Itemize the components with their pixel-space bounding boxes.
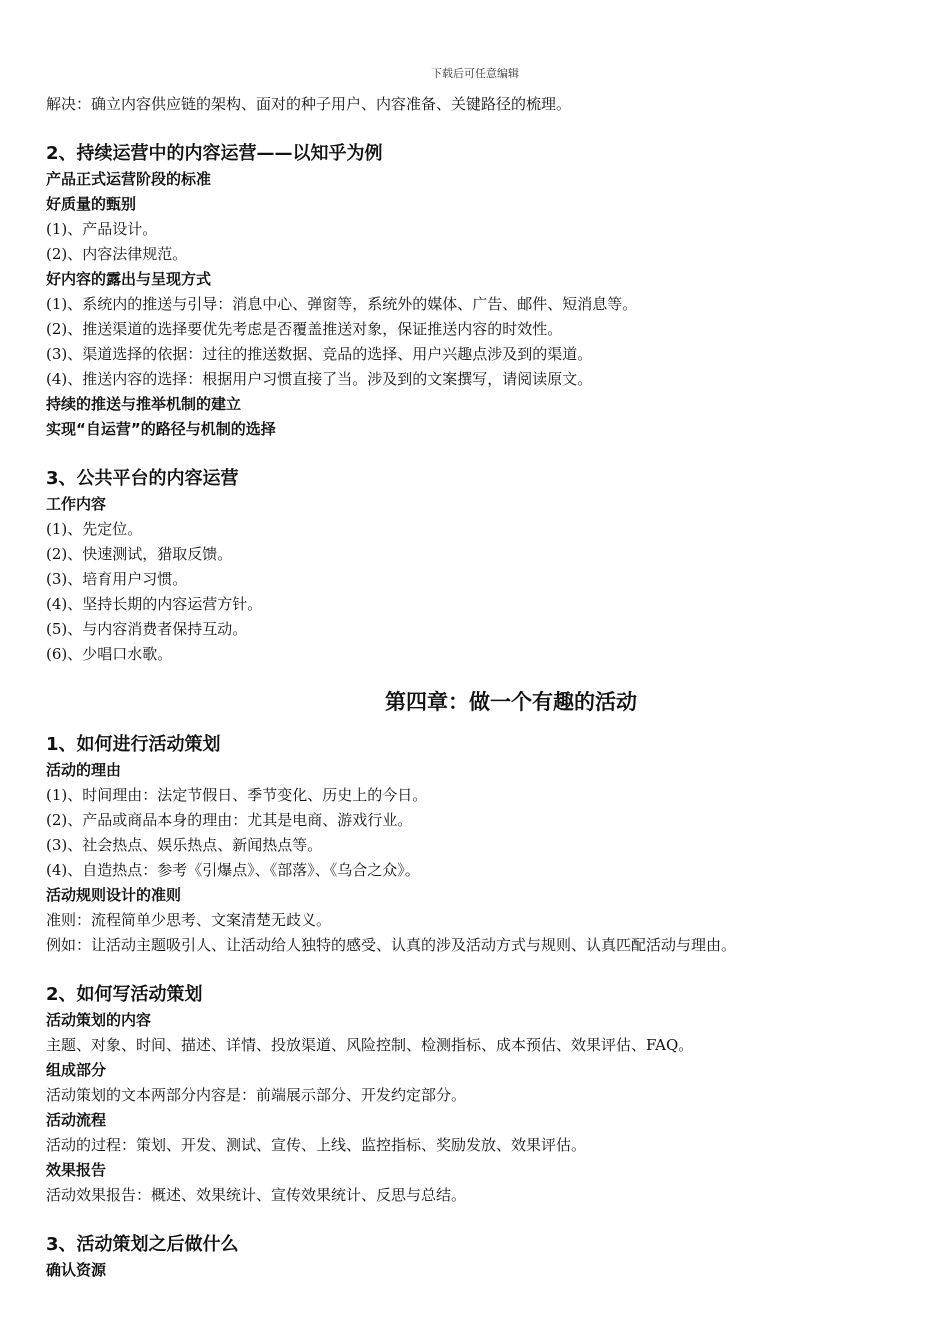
list-item: (1)、先定位。: [46, 520, 143, 538]
subheading: 活动规则设计的准则: [46, 886, 182, 904]
list-item: (3)、社会热点、娱乐热点、新闻热点等。: [46, 836, 323, 854]
list-item: (1)、系统内的推送与引导：消息中心、弹窗等，系统外的媒体、广告、邮件、短消息等。: [46, 295, 638, 313]
subheading: 活动流程: [46, 1111, 107, 1129]
section-heading: 2、持续运营中的内容运营——以知乎为例: [46, 143, 383, 164]
section-heading: 1、如何进行活动策划: [46, 734, 221, 755]
subheading: 效果报告: [46, 1161, 107, 1179]
header-note: 下载后可任意编辑: [431, 67, 519, 80]
paragraph-line: 活动策划的文本两部分内容是：前端展示部分、开发约定部分。: [46, 1086, 467, 1104]
list-item: (4)、推送内容的选择：根据用户习惯直接了当。涉及到的文案撰写，请阅读原文。: [46, 370, 593, 388]
subheading: 好内容的露出与呈现方式: [46, 270, 212, 288]
paragraph-line: 活动效果报告：概述、效果统计、宣传效果统计、反思与总结。: [46, 1186, 467, 1204]
section-heading: 2、如何写活动策划: [46, 984, 203, 1005]
subheading: 持续的推送与推举机制的建立: [46, 395, 242, 413]
list-item: (2)、内容法律规范。: [46, 245, 188, 263]
chapter-title: 第四章：做一个有趣的活动: [385, 690, 637, 714]
paragraph-line: 例如：让活动主题吸引人、让活动给人独特的感受、认真的涉及活动方式与规则、认真匹配活动与理由。: [46, 936, 737, 954]
paragraph-line: 活动的过程：策划、开发、测试、宣传、上线、监控指标、奖励发放、效果评估。: [46, 1136, 587, 1154]
document-body: [46, 92, 916, 1283]
list-item: (2)、推送渠道的选择要优先考虑是否覆盖推送对象，保证推送内容的时效性。: [46, 320, 563, 338]
list-item: (3)、渠道选择的依据：过往的推送数据、竞品的选择、用户兴趣点涉及到的渠道。: [46, 345, 593, 363]
intro-line: 解决：确立内容供应链的架构、面对的种子用户、内容准备、关键路径的梳理。: [46, 95, 572, 113]
subheading: 活动的理由: [46, 761, 122, 779]
list-item: (1)、产品设计。: [46, 220, 158, 238]
list-item: (4)、自造热点：参考《引爆点》、《部落》、《乌合之众》。: [46, 861, 420, 879]
section-heading: 3、活动策划之后做什么: [46, 1234, 239, 1255]
list-item: (4)、坚持长期的内容运营方针。: [46, 595, 263, 613]
subheading: 组成部分: [46, 1061, 107, 1079]
list-item: (2)、快速测试，猎取反馈。: [46, 545, 233, 563]
subheading: 确认资源: [46, 1261, 107, 1279]
list-item: (1)、时间理由：法定节假日、季节变化、历史上的今日。: [46, 786, 428, 804]
subheading: 产品正式运营阶段的标准: [46, 170, 212, 188]
list-item: (5)、与内容消费者保持互动。: [46, 620, 248, 638]
section-heading: 3、公共平台的内容运营: [46, 468, 239, 489]
subheading: 活动策划的内容: [46, 1011, 152, 1029]
paragraph-line: 准则：流程简单少思考、文案清楚无歧义。: [46, 911, 332, 929]
subheading: 好质量的甄别: [46, 195, 137, 213]
list-item: (3)、培育用户习惯。: [46, 570, 188, 588]
paragraph-line: 主题、对象、时间、描述、详情、投放渠道、风险控制、检测指标、成本预估、效果评估、FAQ。: [46, 1036, 694, 1054]
list-item: (6)、少唱口水歌。: [46, 645, 173, 663]
subheading: 工作内容: [46, 495, 107, 513]
list-item: (2)、产品或商品本身的理由：尤其是电商、游戏行业。: [46, 811, 413, 829]
subheading: 实现“自运营”的路径与机制的选择: [46, 420, 276, 438]
